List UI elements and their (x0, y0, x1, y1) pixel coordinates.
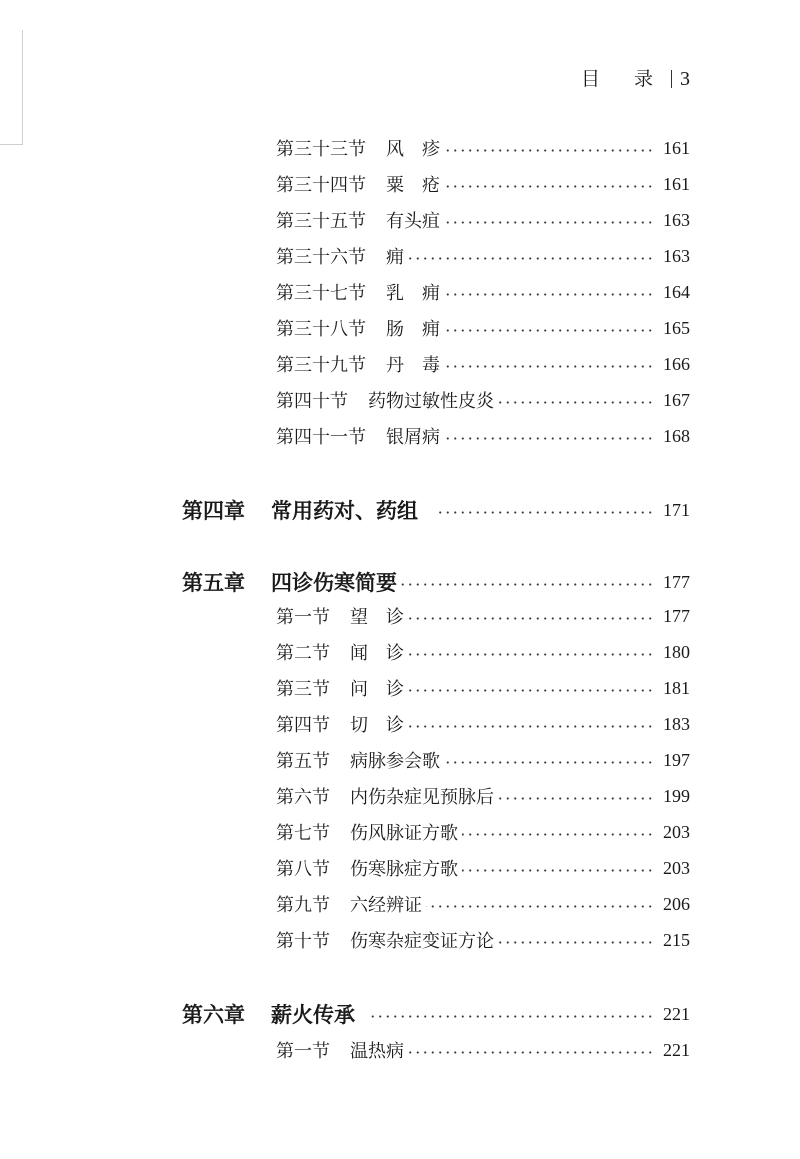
dot-leader (444, 221, 654, 224)
toc-chapter-page: 221 (663, 1003, 690, 1024)
toc-entry-page: 164 (663, 281, 690, 302)
toc-entry-number: 第四节 (276, 715, 330, 736)
dot-leader (498, 797, 654, 800)
toc-entry-number: 第三十三节 (276, 139, 366, 160)
toc-entry-number: 第三节 (276, 679, 330, 700)
toc-entry-number: 第三十四节 (276, 175, 366, 196)
dot-leader (436, 511, 654, 514)
dot-leader (444, 185, 654, 188)
toc-entry-page: 168 (663, 425, 690, 446)
toc-chapter-entry[interactable] (182, 999, 690, 1029)
toc-entry-number: 第三十八节 (276, 319, 366, 340)
toc-entry-title: 伤风脉证方歌 (350, 823, 458, 844)
toc-entry[interactable] (276, 1035, 690, 1065)
toc-entry-number: 第六节 (276, 787, 330, 808)
toc-entry-number: 第三十五节 (276, 211, 366, 232)
dot-leader (498, 401, 654, 404)
dot-leader (444, 293, 654, 296)
toc-entry-title: 温热病 (350, 1041, 404, 1062)
toc-entry-title: 问 诊 (350, 679, 404, 700)
toc-entry-page: 165 (663, 317, 690, 338)
dot-leader (408, 689, 654, 692)
toc-entry[interactable] (276, 889, 690, 919)
toc-entry[interactable] (276, 313, 690, 343)
toc-chapter-number: 第四章 (182, 498, 245, 523)
toc-entry[interactable] (276, 601, 690, 631)
toc-entry-number: 第三十六节 (276, 247, 366, 268)
toc-entry-title: 闻 诊 (350, 643, 404, 664)
dot-leader (408, 1051, 654, 1054)
toc-entry-page: 183 (663, 713, 690, 734)
toc-entry-title: 银屑病 (386, 427, 440, 448)
toc-entry[interactable] (276, 169, 690, 199)
dot-leader (462, 833, 654, 836)
toc-entry-title: 有头疽 (386, 211, 440, 232)
toc-entry-number: 第一节 (276, 1041, 330, 1062)
toc-entry-page: 161 (663, 137, 690, 158)
toc-entry[interactable] (276, 853, 690, 883)
toc-entry-page: 180 (663, 641, 690, 662)
toc-chapter-entry[interactable] (182, 567, 690, 597)
dot-leader (408, 725, 654, 728)
toc-entry[interactable] (276, 817, 690, 847)
dot-leader (444, 761, 654, 764)
dot-leader (408, 653, 654, 656)
toc-chapter-number: 第五章 (182, 570, 245, 595)
crop-mark-horizontal (0, 144, 23, 145)
running-head-separator (671, 70, 672, 88)
toc-entry-number: 第三十七节 (276, 283, 366, 304)
running-head-title: 目 录 (580, 68, 667, 90)
toc-entry-page: 163 (663, 209, 690, 230)
toc-entry-title: 内伤杂症见预脉后 (350, 787, 494, 808)
toc-chapter-page: 171 (663, 499, 690, 520)
toc-entry-title: 伤寒杂症变证方论 (350, 931, 494, 952)
toc-entry[interactable] (276, 277, 690, 307)
toc-entry-number: 第四十节 (276, 391, 348, 412)
toc-entry[interactable] (276, 925, 690, 955)
toc-chapter-title: 常用药对、药组 (271, 498, 418, 523)
dot-leader (462, 869, 654, 872)
dot-leader (426, 905, 654, 908)
toc-entry[interactable] (276, 709, 690, 739)
toc-chapter-title: 薪火传承 (271, 1002, 355, 1027)
dot-leader (444, 149, 654, 152)
toc-entry[interactable] (276, 745, 690, 775)
toc-entry-title: 肠 痈 (386, 319, 440, 340)
toc-entry-number: 第三十九节 (276, 355, 366, 376)
dot-leader (444, 365, 654, 368)
toc-entry-page: 166 (663, 353, 690, 374)
toc-entry-number: 第九节 (276, 895, 330, 916)
toc-entry-page: 163 (663, 245, 690, 266)
toc-entry-title: 粟 疮 (386, 175, 440, 196)
toc-entry-title: 六经辨证 (350, 895, 422, 916)
toc-entry-page: 203 (663, 821, 690, 842)
page-number: 3 (680, 68, 690, 90)
toc-entry-page: 181 (663, 677, 690, 698)
toc-entry[interactable] (276, 349, 690, 379)
toc-entry-title: 望 诊 (350, 607, 404, 628)
toc-entry-page: 203 (663, 857, 690, 878)
dot-leader (401, 583, 654, 586)
dot-leader (444, 437, 654, 440)
toc-entry-title: 伤寒脉症方歌 (350, 859, 458, 880)
toc-entry[interactable] (276, 241, 690, 271)
toc-chapter-entry[interactable] (182, 495, 690, 525)
toc-entry[interactable] (276, 637, 690, 667)
toc-entry-title: 乳 痈 (386, 283, 440, 304)
toc-entry-title: 丹 毒 (386, 355, 440, 376)
toc-entry-number: 第一节 (276, 607, 330, 628)
crop-mark-vertical (22, 30, 23, 145)
toc-entry-title: 痈 (386, 247, 404, 268)
toc-entry-number: 第五节 (276, 751, 330, 772)
dot-leader (367, 1015, 654, 1018)
toc-entry-number: 第四十一节 (276, 427, 366, 448)
toc-entry-title: 风 疹 (386, 139, 440, 160)
dot-leader (498, 941, 654, 944)
toc-entry[interactable] (276, 421, 690, 451)
toc-chapter-title: 四诊伤寒简要 (271, 570, 397, 595)
toc-entry-page: 177 (663, 605, 690, 626)
toc-entry-number: 第八节 (276, 859, 330, 880)
toc-entry-title: 药物过敏性皮炎 (368, 391, 494, 412)
toc-entry-number: 第七节 (276, 823, 330, 844)
toc-entry-page: 199 (663, 785, 690, 806)
toc-entry-title: 病脉参会歌 (350, 751, 440, 772)
toc-entry-page: 167 (663, 389, 690, 410)
toc-entry-page: 161 (663, 173, 690, 194)
toc-entry-number: 第二节 (276, 643, 330, 664)
dot-leader (444, 329, 654, 332)
toc-entry-page: 215 (663, 929, 690, 950)
dot-leader (408, 257, 654, 260)
toc-entry[interactable] (276, 673, 690, 703)
toc-entry[interactable] (276, 781, 690, 811)
toc-entry-title: 切 诊 (350, 715, 404, 736)
toc-chapter-number: 第六章 (182, 1002, 245, 1027)
toc-entry-page: 206 (663, 893, 690, 914)
toc-entry-page: 197 (663, 749, 690, 770)
toc-chapter-page: 177 (663, 571, 690, 592)
toc-entry-number: 第十节 (276, 931, 330, 952)
toc-entry-page: 221 (663, 1039, 690, 1060)
dot-leader (408, 617, 654, 620)
toc-entry[interactable] (276, 205, 690, 235)
running-head (581, 66, 690, 92)
toc-entry[interactable] (276, 133, 690, 163)
toc-entry[interactable] (276, 385, 690, 415)
